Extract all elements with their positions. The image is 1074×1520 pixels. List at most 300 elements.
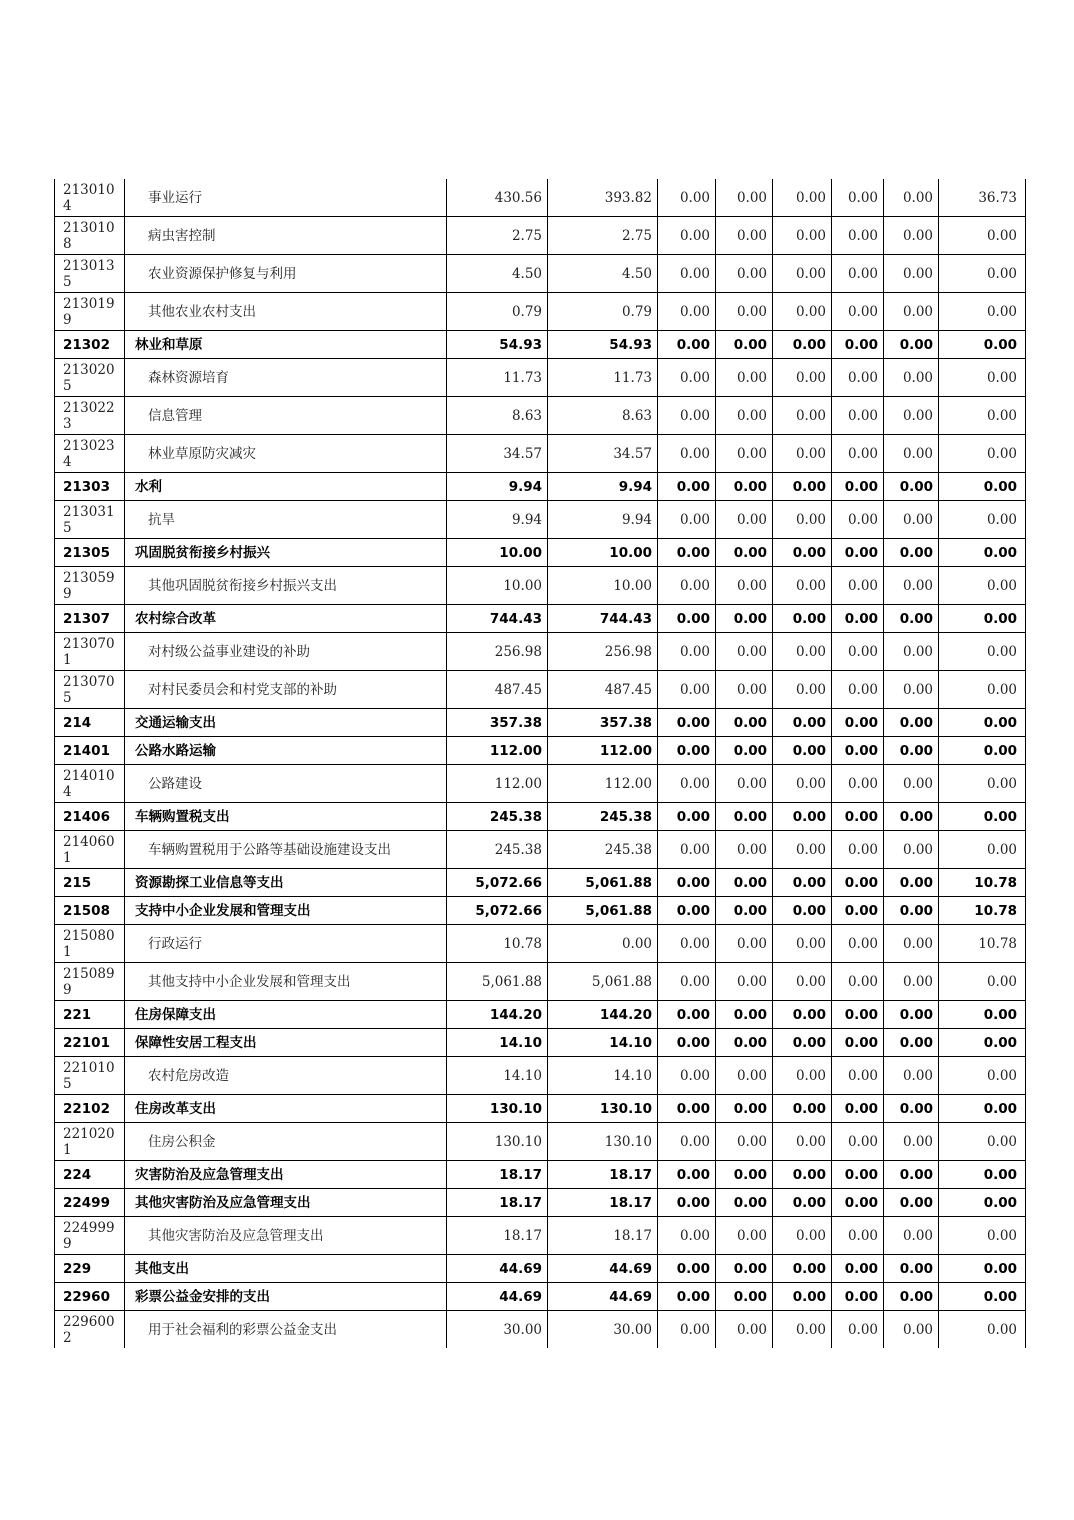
value-col6-cell: 0.00 [832,765,884,803]
value-col8-cell: 0.00 [939,359,1026,397]
basic-expenditure-cell: 357.38 [548,709,658,737]
basic-expenditure-cell: 5,061.88 [548,963,658,1001]
value-col4-cell: 0.00 [716,709,773,737]
value-col4-cell: 0.00 [716,671,773,709]
value-col7-cell: 0.00 [884,963,939,1001]
value-col6-cell: 0.00 [832,1161,884,1189]
subject-name-cell: 农业资源保护修复与利用 [125,255,447,293]
value-col6-cell: 0.00 [832,1283,884,1311]
value-col4-cell: 0.00 [716,737,773,765]
table-row [55,831,1026,869]
subtotal-row [55,1029,1026,1057]
total-cell: 744.43 [447,605,548,633]
value-col5-cell: 0.00 [773,709,832,737]
subject-code-cell: 229 [55,1255,125,1283]
basic-expenditure-cell: 44.69 [548,1283,658,1311]
value-col7-cell: 0.00 [884,671,939,709]
value-col5-cell: 0.00 [773,293,832,331]
total-cell: 245.38 [447,831,548,869]
value-col4-cell: 0.00 [716,765,773,803]
value-col4-cell: 0.00 [716,831,773,869]
subject-code-cell: 22499 [55,1189,125,1217]
value-col4-cell: 0.00 [716,255,773,293]
value-col3-cell: 0.00 [658,331,716,359]
value-col5-cell: 0.00 [773,897,832,925]
subject-code-cell: 2130223 [55,397,125,435]
value-col8-cell: 0.00 [939,1189,1026,1217]
value-col8-cell: 0.00 [939,633,1026,671]
value-col8-cell: 10.78 [939,925,1026,963]
value-col7-cell: 0.00 [884,331,939,359]
value-col4-cell: 0.00 [716,1095,773,1123]
budget-expenditure-table [54,179,1026,1348]
basic-expenditure-cell: 256.98 [548,633,658,671]
value-col7-cell: 0.00 [884,1001,939,1029]
value-col4-cell: 0.00 [716,803,773,831]
value-col4-cell: 0.00 [716,869,773,897]
value-col5-cell: 0.00 [773,1123,832,1161]
value-col8-cell: 0.00 [939,1255,1026,1283]
value-col3-cell: 0.00 [658,1161,716,1189]
value-col5-cell: 0.00 [773,397,832,435]
subject-name-cell: 其他农业农村支出 [125,293,447,331]
basic-expenditure-cell: 18.17 [548,1217,658,1255]
value-col7-cell: 0.00 [884,1123,939,1161]
value-col7-cell: 0.00 [884,359,939,397]
total-cell: 2.75 [447,217,548,255]
value-col6-cell: 0.00 [832,1189,884,1217]
value-col6-cell: 0.00 [832,1029,884,1057]
subject-code-cell: 21302 [55,331,125,359]
subject-code-cell: 2130315 [55,501,125,539]
value-col4-cell: 0.00 [716,1001,773,1029]
value-col5-cell: 0.00 [773,1095,832,1123]
total-cell: 5,072.66 [447,897,548,925]
subtotal-row [55,1189,1026,1217]
subject-code-cell: 2130135 [55,255,125,293]
value-col5-cell: 0.00 [773,331,832,359]
basic-expenditure-cell: 744.43 [548,605,658,633]
total-cell: 9.94 [447,501,548,539]
value-col4-cell: 0.00 [716,1123,773,1161]
value-col3-cell: 0.00 [658,737,716,765]
value-col3-cell: 0.00 [658,501,716,539]
subtotal-row [55,539,1026,567]
value-col6-cell: 0.00 [832,633,884,671]
total-cell: 44.69 [447,1255,548,1283]
value-col8-cell: 0.00 [939,435,1026,473]
subject-name-cell: 抗旱 [125,501,447,539]
subject-name-cell: 行政运行 [125,925,447,963]
total-cell: 14.10 [447,1057,548,1095]
value-col5-cell: 0.00 [773,925,832,963]
total-cell: 357.38 [447,709,548,737]
value-col7-cell: 0.00 [884,501,939,539]
value-col7-cell: 0.00 [884,539,939,567]
total-cell: 10.78 [447,925,548,963]
total-cell: 112.00 [447,737,548,765]
table-row [55,765,1026,803]
subject-code-cell: 2130108 [55,217,125,255]
subject-code-cell: 215 [55,869,125,897]
value-col6-cell: 0.00 [832,1057,884,1095]
total-cell: 130.10 [447,1123,548,1161]
total-cell: 144.20 [447,1001,548,1029]
value-col6-cell: 0.00 [832,539,884,567]
value-col7-cell: 0.00 [884,1161,939,1189]
value-col8-cell: 0.00 [939,331,1026,359]
value-col3-cell: 0.00 [658,963,716,1001]
value-col7-cell: 0.00 [884,1189,939,1217]
basic-expenditure-cell: 30.00 [548,1311,658,1349]
subject-name-cell: 其他巩固脱贫衔接乡村振兴支出 [125,567,447,605]
table-row [55,567,1026,605]
value-col3-cell: 0.00 [658,1311,716,1349]
subject-name-cell: 车辆购置税支出 [125,803,447,831]
value-col4-cell: 0.00 [716,1255,773,1283]
total-cell: 130.10 [447,1095,548,1123]
value-col5-cell: 0.00 [773,963,832,1001]
value-col4-cell: 0.00 [716,605,773,633]
subtotal-row [55,1283,1026,1311]
value-col5-cell: 0.00 [773,869,832,897]
table-row [55,633,1026,671]
basic-expenditure-cell: 144.20 [548,1001,658,1029]
subtotal-row [55,709,1026,737]
subject-code-cell: 2150801 [55,925,125,963]
subject-name-cell: 保障性安居工程支出 [125,1029,447,1057]
value-col6-cell: 0.00 [832,803,884,831]
subject-code-cell: 21305 [55,539,125,567]
subject-name-cell: 住房公积金 [125,1123,447,1161]
value-col3-cell: 0.00 [658,1001,716,1029]
value-col3-cell: 0.00 [658,803,716,831]
basic-expenditure-cell: 9.94 [548,473,658,501]
value-col8-cell: 0.00 [939,709,1026,737]
value-col6-cell: 0.00 [832,293,884,331]
value-col8-cell: 10.78 [939,869,1026,897]
value-col5-cell: 0.00 [773,605,832,633]
table-row [55,359,1026,397]
basic-expenditure-cell: 130.10 [548,1123,658,1161]
value-col6-cell: 0.00 [832,897,884,925]
value-col7-cell: 0.00 [884,737,939,765]
value-col3-cell: 0.00 [658,397,716,435]
total-cell: 44.69 [447,1283,548,1311]
subject-code-cell: 21307 [55,605,125,633]
value-col5-cell: 0.00 [773,217,832,255]
subject-code-cell: 2130705 [55,671,125,709]
subject-name-cell: 灾害防治及应急管理支出 [125,1161,447,1189]
value-col3-cell: 0.00 [658,633,716,671]
basic-expenditure-cell: 44.69 [548,1255,658,1283]
value-col4-cell: 0.00 [716,963,773,1001]
table-row [55,1217,1026,1255]
value-col4-cell: 0.00 [716,359,773,397]
value-col5-cell: 0.00 [773,831,832,869]
value-col6-cell: 0.00 [832,1001,884,1029]
value-col3-cell: 0.00 [658,1123,716,1161]
value-col8-cell: 0.00 [939,605,1026,633]
value-col7-cell: 0.00 [884,1311,939,1349]
value-col4-cell: 0.00 [716,633,773,671]
subject-code-cell: 214 [55,709,125,737]
table-row [55,501,1026,539]
value-col5-cell: 0.00 [773,179,832,217]
value-col6-cell: 0.00 [832,1255,884,1283]
value-col8-cell: 0.00 [939,737,1026,765]
value-col5-cell: 0.00 [773,1255,832,1283]
subject-name-cell: 住房改革支出 [125,1095,447,1123]
total-cell: 245.38 [447,803,548,831]
value-col3-cell: 0.00 [658,831,716,869]
value-col3-cell: 0.00 [658,435,716,473]
value-col7-cell: 0.00 [884,605,939,633]
subject-code-cell: 224 [55,1161,125,1189]
value-col6-cell: 0.00 [832,709,884,737]
subject-code-cell: 2210201 [55,1123,125,1161]
value-col3-cell: 0.00 [658,567,716,605]
value-col4-cell: 0.00 [716,473,773,501]
value-col3-cell: 0.00 [658,765,716,803]
value-col5-cell: 0.00 [773,1001,832,1029]
value-col5-cell: 0.00 [773,1189,832,1217]
subject-name-cell: 公路水路运输 [125,737,447,765]
subject-code-cell: 2140601 [55,831,125,869]
value-col3-cell: 0.00 [658,217,716,255]
value-col5-cell: 0.00 [773,1217,832,1255]
value-col8-cell: 0.00 [939,473,1026,501]
value-col8-cell: 0.00 [939,293,1026,331]
subject-name-cell: 森林资源培育 [125,359,447,397]
value-col3-cell: 0.00 [658,539,716,567]
value-col7-cell: 0.00 [884,897,939,925]
value-col8-cell: 0.00 [939,397,1026,435]
table-row [55,925,1026,963]
basic-expenditure-cell: 245.38 [548,803,658,831]
value-col3-cell: 0.00 [658,255,716,293]
value-col7-cell: 0.00 [884,255,939,293]
value-col5-cell: 0.00 [773,359,832,397]
total-cell: 4.50 [447,255,548,293]
value-col5-cell: 0.00 [773,1029,832,1057]
basic-expenditure-cell: 0.79 [548,293,658,331]
table-row [55,1123,1026,1161]
table-row [55,963,1026,1001]
value-col8-cell: 0.00 [939,1123,1026,1161]
value-col7-cell: 0.00 [884,633,939,671]
subject-name-cell: 车辆购置税用于公路等基础设施建设支出 [125,831,447,869]
value-col5-cell: 0.00 [773,1057,832,1095]
subject-code-cell: 2130234 [55,435,125,473]
value-col6-cell: 0.00 [832,737,884,765]
subject-name-cell: 支持中小企业发展和管理支出 [125,897,447,925]
value-col5-cell: 0.00 [773,567,832,605]
value-col3-cell: 0.00 [658,605,716,633]
table-row [55,435,1026,473]
value-col6-cell: 0.00 [832,179,884,217]
table-row [55,179,1026,217]
total-cell: 18.17 [447,1217,548,1255]
table-row [55,1057,1026,1095]
table-row [55,293,1026,331]
value-col7-cell: 0.00 [884,803,939,831]
value-col3-cell: 0.00 [658,1029,716,1057]
value-col5-cell: 0.00 [773,737,832,765]
value-col7-cell: 0.00 [884,925,939,963]
total-cell: 5,061.88 [447,963,548,1001]
subject-name-cell: 资源勘探工业信息等支出 [125,869,447,897]
subtotal-row [55,1001,1026,1029]
value-col4-cell: 0.00 [716,1057,773,1095]
basic-expenditure-cell: 9.94 [548,501,658,539]
basic-expenditure-cell: 8.63 [548,397,658,435]
value-col5-cell: 0.00 [773,501,832,539]
subject-code-cell: 2150899 [55,963,125,1001]
value-col5-cell: 0.00 [773,255,832,293]
value-col7-cell: 0.00 [884,435,939,473]
value-col6-cell: 0.00 [832,501,884,539]
value-col5-cell: 0.00 [773,473,832,501]
value-col8-cell: 0.00 [939,217,1026,255]
subject-name-cell: 农村综合改革 [125,605,447,633]
total-cell: 9.94 [447,473,548,501]
value-col3-cell: 0.00 [658,1217,716,1255]
basic-expenditure-cell: 487.45 [548,671,658,709]
value-col3-cell: 0.00 [658,1095,716,1123]
subject-name-cell: 其他支出 [125,1255,447,1283]
value-col6-cell: 0.00 [832,1311,884,1349]
value-col4-cell: 0.00 [716,897,773,925]
subject-code-cell: 2130599 [55,567,125,605]
total-cell: 112.00 [447,765,548,803]
value-col4-cell: 0.00 [716,1217,773,1255]
value-col5-cell: 0.00 [773,803,832,831]
value-col6-cell: 0.00 [832,869,884,897]
basic-expenditure-cell: 34.57 [548,435,658,473]
value-col6-cell: 0.00 [832,473,884,501]
subtotal-row [55,897,1026,925]
subject-name-cell: 住房保障支出 [125,1001,447,1029]
value-col5-cell: 0.00 [773,633,832,671]
value-col8-cell: 0.00 [939,1029,1026,1057]
value-col6-cell: 0.00 [832,435,884,473]
value-col3-cell: 0.00 [658,897,716,925]
value-col7-cell: 0.00 [884,1283,939,1311]
value-col6-cell: 0.00 [832,1095,884,1123]
total-cell: 487.45 [447,671,548,709]
value-col7-cell: 0.00 [884,1057,939,1095]
subtotal-row [55,1095,1026,1123]
total-cell: 18.17 [447,1189,548,1217]
subtotal-row [55,803,1026,831]
subtotal-row [55,737,1026,765]
value-col8-cell: 0.00 [939,501,1026,539]
subject-name-cell: 农村危房改造 [125,1057,447,1095]
value-col4-cell: 0.00 [716,567,773,605]
subject-name-cell: 林业和草原 [125,331,447,359]
total-cell: 5,072.66 [447,869,548,897]
value-col6-cell: 0.00 [832,1217,884,1255]
value-col4-cell: 0.00 [716,1029,773,1057]
value-col7-cell: 0.00 [884,1217,939,1255]
basic-expenditure-cell: 18.17 [548,1161,658,1189]
value-col4-cell: 0.00 [716,1161,773,1189]
subject-name-cell: 巩固脱贫衔接乡村振兴 [125,539,447,567]
value-col3-cell: 0.00 [658,293,716,331]
subject-name-cell: 林业草原防灾减灾 [125,435,447,473]
subject-name-cell: 对村民委员会和村党支部的补助 [125,671,447,709]
total-cell: 430.56 [447,179,548,217]
basic-expenditure-cell: 18.17 [548,1189,658,1217]
subject-code-cell: 2130104 [55,179,125,217]
value-col4-cell: 0.00 [716,925,773,963]
subtotal-row [55,605,1026,633]
subject-code-cell: 21303 [55,473,125,501]
value-col8-cell: 0.00 [939,539,1026,567]
value-col8-cell: 0.00 [939,1311,1026,1349]
total-cell: 0.79 [447,293,548,331]
subtotal-row [55,1161,1026,1189]
value-col8-cell: 0.00 [939,255,1026,293]
total-cell: 18.17 [447,1161,548,1189]
value-col3-cell: 0.00 [658,359,716,397]
value-col6-cell: 0.00 [832,831,884,869]
value-col4-cell: 0.00 [716,539,773,567]
value-col7-cell: 0.00 [884,709,939,737]
basic-expenditure-cell: 11.73 [548,359,658,397]
basic-expenditure-cell: 4.50 [548,255,658,293]
value-col3-cell: 0.00 [658,671,716,709]
basic-expenditure-cell: 54.93 [548,331,658,359]
total-cell: 10.00 [447,539,548,567]
value-col3-cell: 0.00 [658,925,716,963]
subtotal-row [55,473,1026,501]
value-col4-cell: 0.00 [716,217,773,255]
value-col4-cell: 0.00 [716,331,773,359]
value-col6-cell: 0.00 [832,567,884,605]
value-col5-cell: 0.00 [773,1311,832,1349]
value-col7-cell: 0.00 [884,217,939,255]
value-col8-cell: 0.00 [939,765,1026,803]
value-col7-cell: 0.00 [884,1029,939,1057]
subject-code-cell: 2130205 [55,359,125,397]
value-col3-cell: 0.00 [658,1057,716,1095]
basic-expenditure-cell: 0.00 [548,925,658,963]
subject-code-cell: 2296002 [55,1311,125,1349]
basic-expenditure-cell: 245.38 [548,831,658,869]
value-col8-cell: 36.73 [939,179,1026,217]
value-col7-cell: 0.00 [884,1095,939,1123]
value-col3-cell: 0.00 [658,1189,716,1217]
value-col8-cell: 0.00 [939,671,1026,709]
value-col8-cell: 0.00 [939,1283,1026,1311]
subject-name-cell: 水利 [125,473,447,501]
value-col4-cell: 0.00 [716,1311,773,1349]
basic-expenditure-cell: 2.75 [548,217,658,255]
subject-name-cell: 病虫害控制 [125,217,447,255]
table-row [55,255,1026,293]
value-col3-cell: 0.00 [658,473,716,501]
value-col6-cell: 0.00 [832,605,884,633]
value-col6-cell: 0.00 [832,217,884,255]
value-col7-cell: 0.00 [884,473,939,501]
subject-code-cell: 22960 [55,1283,125,1311]
subject-code-cell: 21401 [55,737,125,765]
subject-code-cell: 2210105 [55,1057,125,1095]
value-col3-cell: 0.00 [658,1283,716,1311]
value-col4-cell: 0.00 [716,1283,773,1311]
